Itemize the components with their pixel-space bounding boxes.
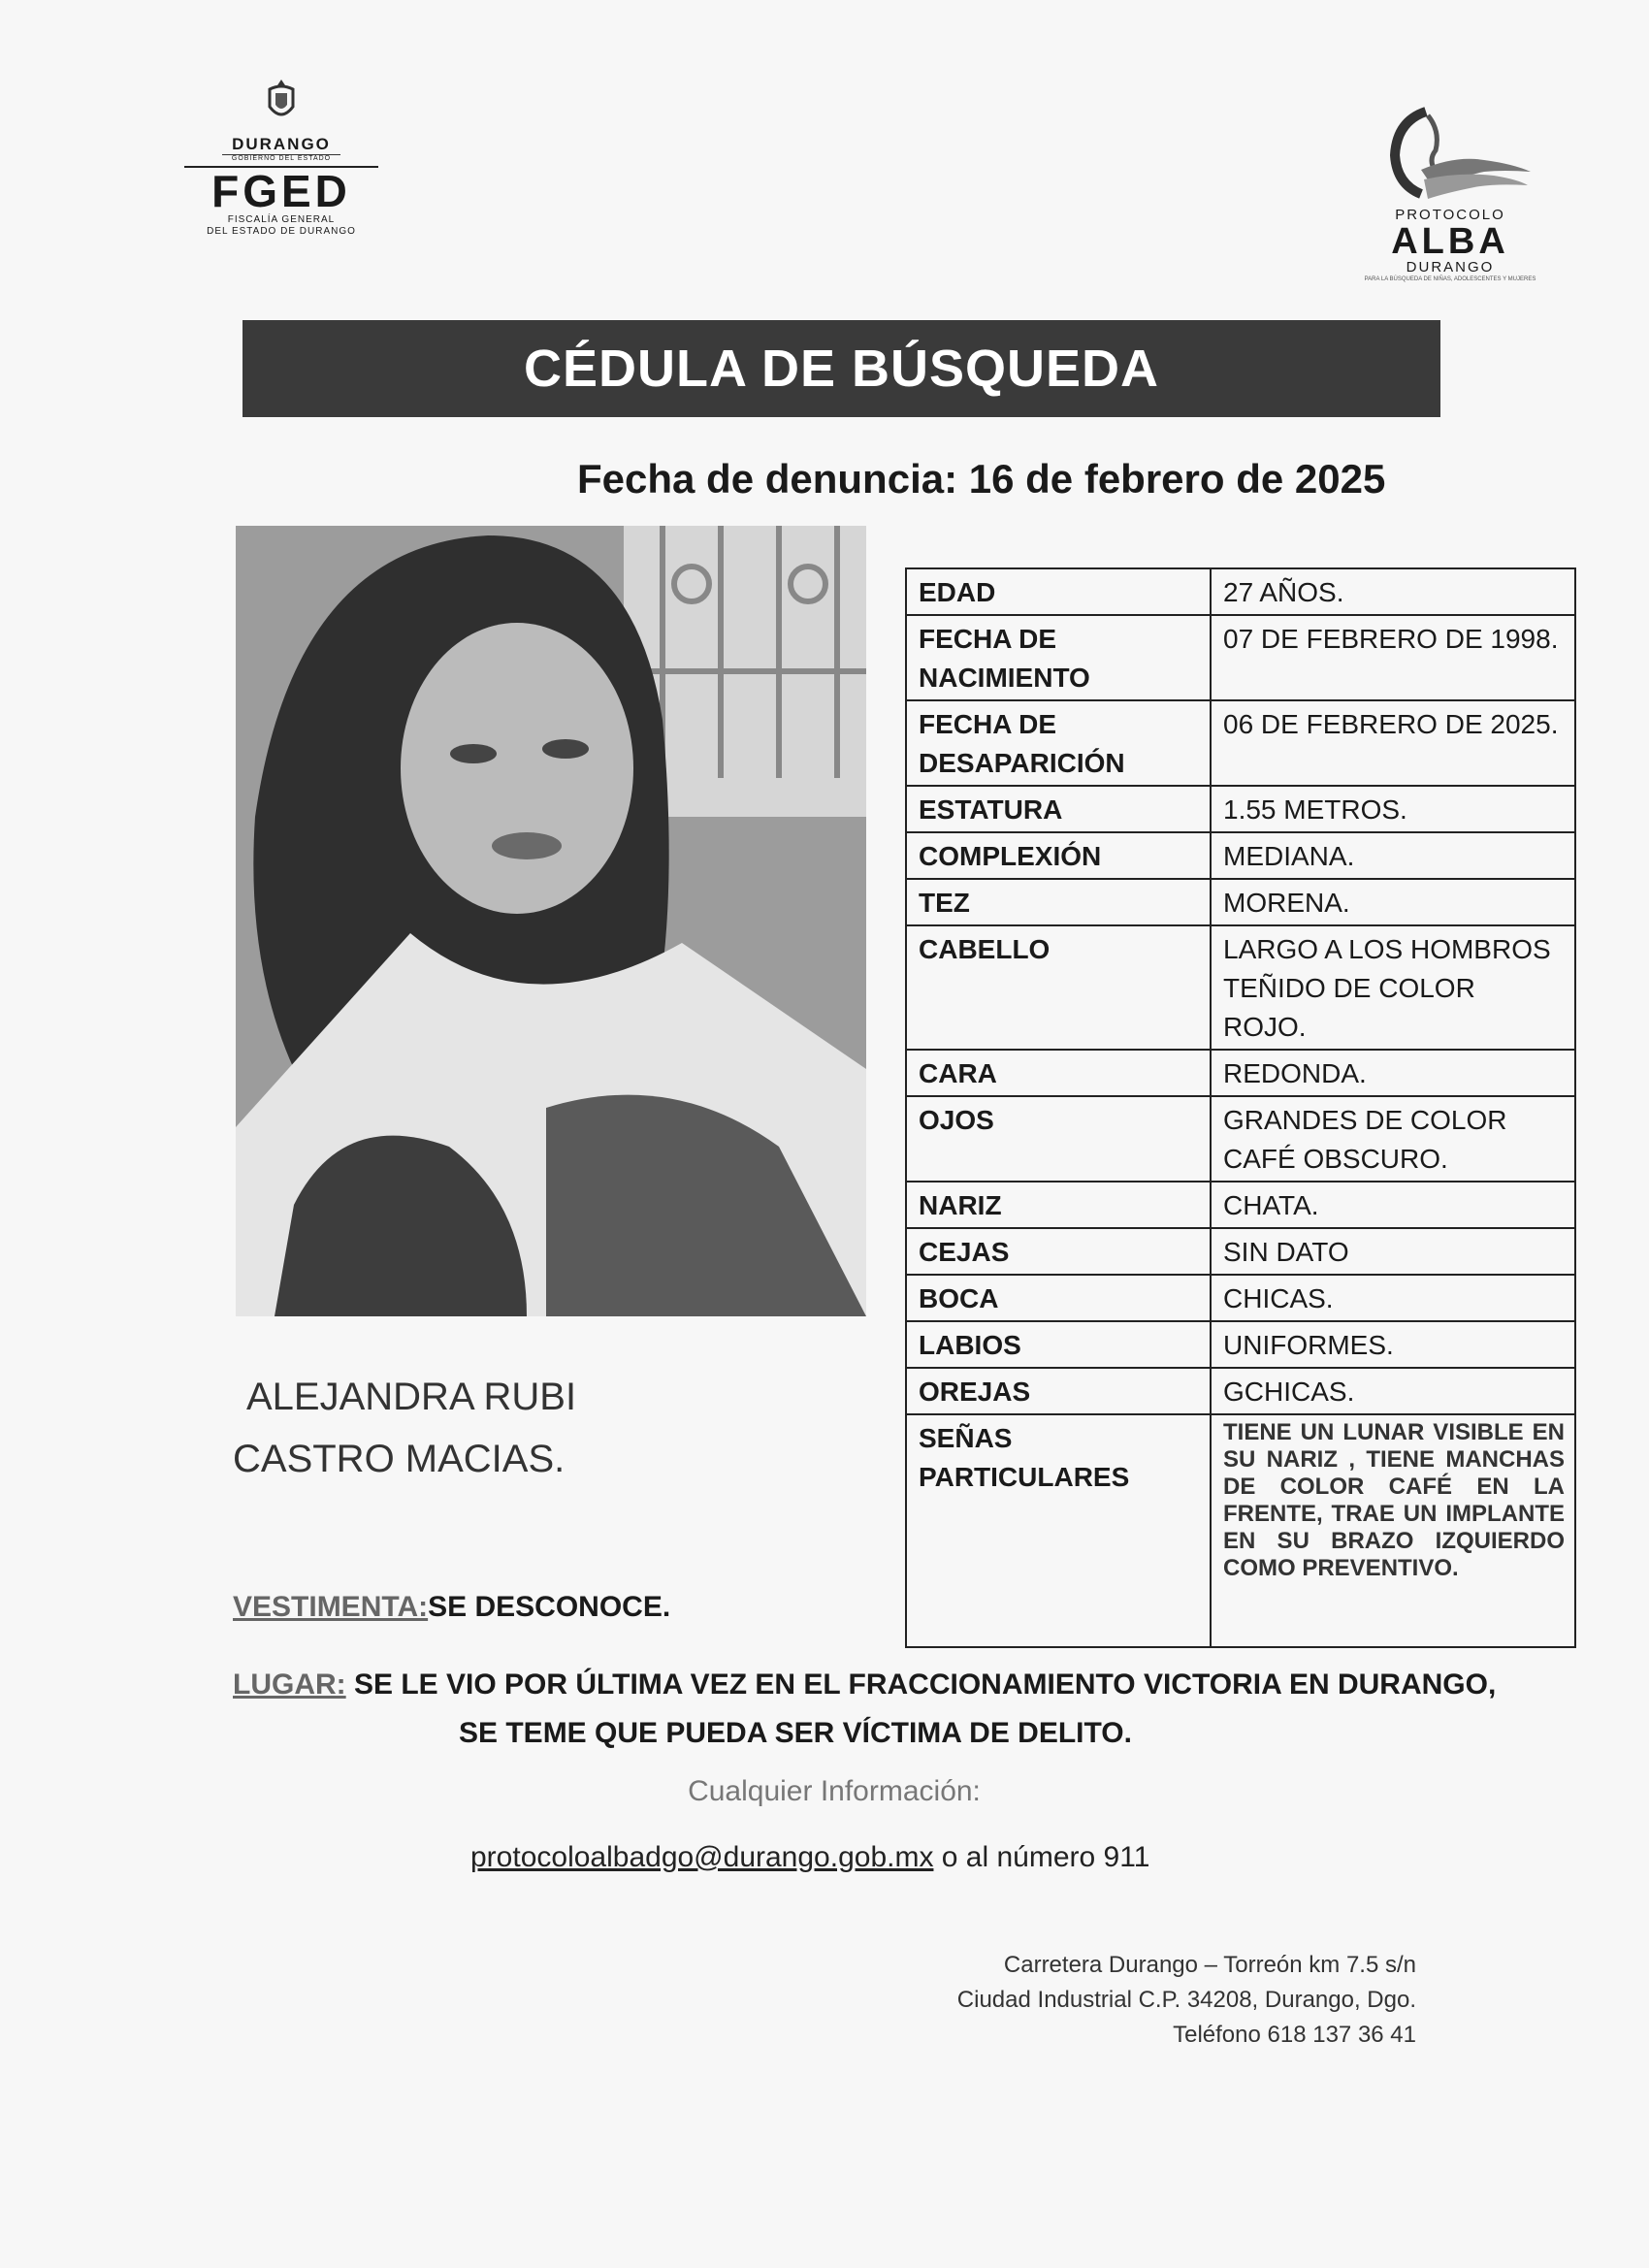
fged-line2: DEL ESTADO DE DURANGO [207, 226, 356, 237]
durango-label: DURANGO [222, 135, 340, 155]
row-value: LARGO A LOS HOMBROS TEÑIDO DE COLOR ROJO. [1211, 925, 1575, 1050]
row-value: 1.55 METROS. [1211, 786, 1575, 832]
table-row [906, 568, 1575, 615]
table-row [906, 786, 1575, 832]
table-row [906, 879, 1575, 925]
contact-phone-text: o al número 911 [933, 1841, 1150, 1873]
clothing-label: VESTIMENTA: [233, 1591, 429, 1623]
table-row [906, 1050, 1575, 1096]
row-label: COMPLEXIÓN [906, 832, 1211, 879]
row-value: 06 DE FEBRERO DE 2025. [1211, 700, 1575, 786]
row-label: ESTATURA [906, 786, 1211, 832]
address-line3: Teléfono 618 137 36 41 [1173, 2022, 1416, 2048]
person-name-line2: CASTRO MACIAS. [233, 1438, 566, 1480]
fged-logo [184, 78, 378, 252]
row-label: FECHA DE NACIMIENTO [906, 615, 1211, 700]
alba-tiny-label: PARA LA BÚSQUEDA DE NIÑAS, ADOLESCENTES Y MUJERES [1364, 276, 1536, 282]
row-label: LABIOS [906, 1321, 1211, 1368]
row-value: GRANDES DE COLOR CAFÉ OBSCURO. [1211, 1096, 1575, 1182]
row-label: CEJAS [906, 1228, 1211, 1275]
fged-line1: FISCALÍA GENERAL [227, 214, 336, 225]
row-value: UNIFORMES. [1211, 1321, 1575, 1368]
address-line2: Ciudad Industrial C.P. 34208, Durango, Dgo. [956, 1987, 1416, 2013]
row-label: FECHA DE DESAPARICIÓN [906, 700, 1211, 786]
description-table [905, 567, 1576, 1648]
protocolo-alba-logo [1353, 102, 1547, 296]
fged-label: FGED [184, 166, 378, 214]
table-row [906, 925, 1575, 1050]
alba-durango-label: DURANGO [1406, 259, 1495, 275]
person-name-line1: ALEJANDRA RUBI [246, 1376, 577, 1418]
contact-email-link[interactable]: protocoloalbadgo@durango.gob.mx [470, 1841, 934, 1873]
clothing-section [233, 1591, 670, 1624]
info-label: Cualquier Información: [688, 1775, 981, 1807]
clothing-text: SE DESCONOCE. [428, 1591, 671, 1623]
row-label: OJOS [906, 1096, 1211, 1182]
table-row [906, 1096, 1575, 1182]
address-line1: Carretera Durango – Torreón km 7.5 s/n [1003, 1952, 1416, 1978]
missing-person-photo [236, 526, 866, 1316]
row-value: REDONDA. [1211, 1050, 1575, 1096]
place-section [233, 1661, 1513, 1758]
row-label: BOCA [906, 1275, 1211, 1321]
table-row [906, 1321, 1575, 1368]
agency-address [834, 1948, 1416, 2053]
row-label: EDAD [906, 568, 1211, 615]
row-value: MORENA. [1211, 879, 1575, 925]
place-line2: SE TEME QUE PUEDA SER VÍCTIMA DE DELITO. [459, 1717, 1132, 1749]
row-label: CARA [906, 1050, 1211, 1096]
person-photo-illustration [236, 526, 866, 1316]
row-value: 07 DE FEBRERO DE 1998. [1211, 615, 1575, 700]
row-label: NARIZ [906, 1182, 1211, 1228]
table-row [906, 832, 1575, 879]
table-row [906, 1414, 1575, 1647]
alba-protocolo-label: PROTOCOLO [1395, 207, 1505, 223]
row-value: GCHICAS. [1211, 1368, 1575, 1414]
row-value: SIN DATO [1211, 1228, 1575, 1275]
table-row [906, 1228, 1575, 1275]
person-name [233, 1366, 679, 1490]
row-value: MEDIANA. [1211, 832, 1575, 879]
row-value: 27 AÑOS. [1211, 568, 1575, 615]
table-row [906, 700, 1575, 786]
durango-sub-label: GOBIERNO DEL ESTADO [231, 155, 332, 162]
alba-woman-profile-icon [1368, 102, 1533, 209]
row-label: TEZ [906, 879, 1211, 925]
row-value: CHATA. [1211, 1182, 1575, 1228]
page-title: CÉDULA DE BÚSQUEDA [242, 320, 1440, 417]
table-row [906, 1182, 1575, 1228]
contact-line [470, 1841, 1149, 1874]
alba-label: ALBA [1391, 221, 1509, 262]
table-row [906, 1368, 1575, 1414]
report-date: Fecha de denuncia: 16 de febrero de 2025 [577, 456, 1386, 502]
state-seal-icon [262, 78, 301, 126]
row-value: TIENE UN LUNAR VISIBLE EN SU NARIZ , TIENE MANCHAS DE COLOR CAFÉ EN LA FRENTE, TRAE UN IMPLANTE EN SU BRAZO IZQUIERDO COMO PREVENTIVO. [1211, 1414, 1575, 1647]
row-label: SEÑAS PARTICULARES [906, 1414, 1211, 1647]
row-label: OREJAS [906, 1368, 1211, 1414]
table-row [906, 615, 1575, 700]
place-label: LUGAR: [233, 1669, 346, 1701]
row-value: CHICAS. [1211, 1275, 1575, 1321]
place-line1: SE LE VIO POR ÚLTIMA VEZ EN EL FRACCIONAMIENTO VICTORIA EN DURANGO, [354, 1669, 1497, 1701]
table-row [906, 1275, 1575, 1321]
row-label: CABELLO [906, 925, 1211, 1050]
